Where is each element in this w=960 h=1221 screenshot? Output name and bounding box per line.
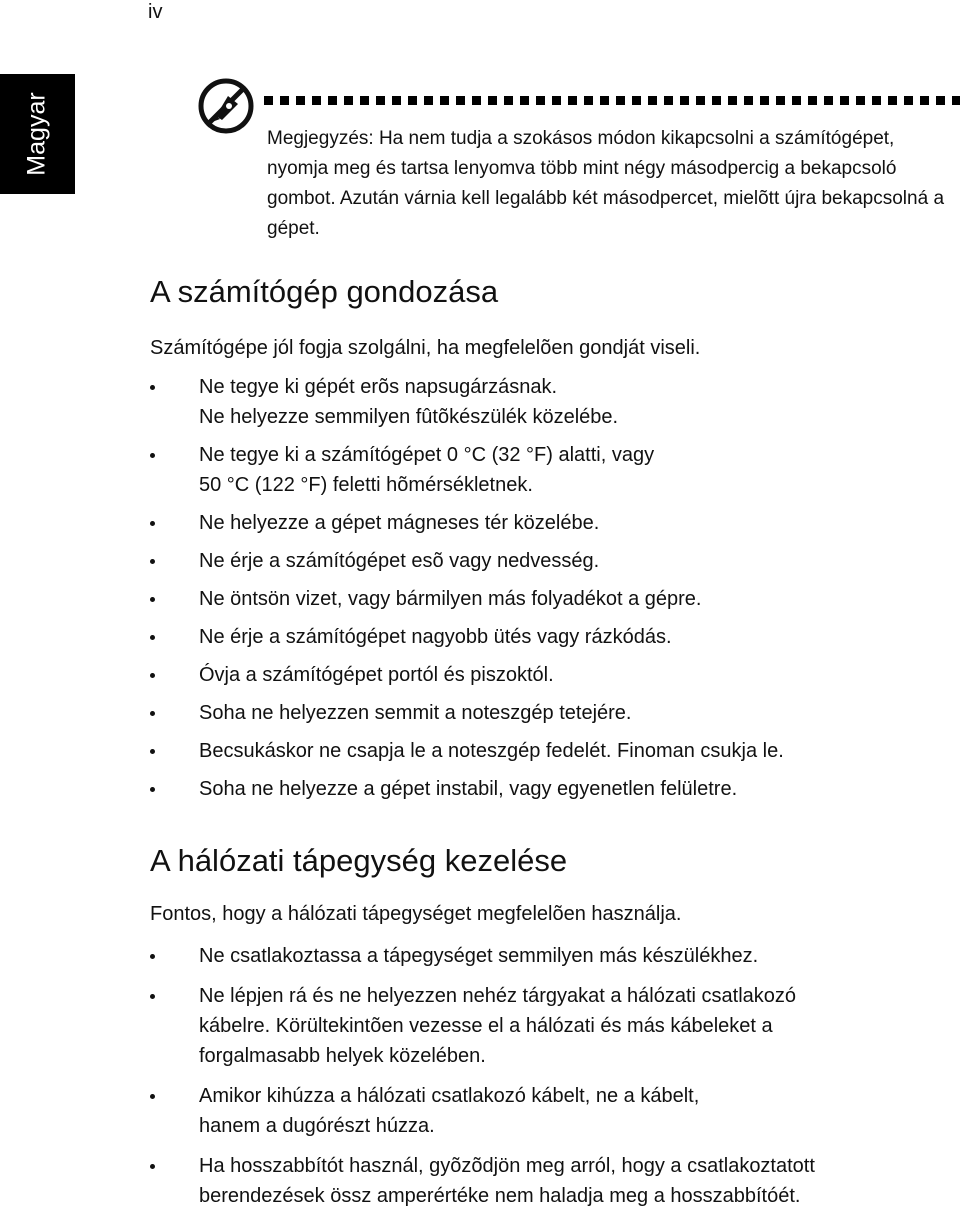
list-item-line: Soha ne helyezzen semmit a noteszgép tetejére. (199, 702, 632, 724)
note-pen-icon (198, 78, 254, 134)
bullet-dot (150, 453, 155, 458)
note-text: Megjegyzés: Ha nem tudja a szokásos módon kikapcsolni a számítógépet, nyomja meg és tartsa lenyomva több mint négy másodpercig a bekapcsoló gombot. Azután várnia kell legalább két másodpercet, mielõtt újra bekapcsolná a gépet. (267, 128, 945, 239)
ac-adapter-intro: Fontos, hogy a hálózati tápegységet megfelelõen használja. (150, 903, 682, 925)
list-item-line: 50 °C (122 °F) feletti hõmérsékletnek. (199, 474, 533, 496)
bullet-dot (150, 635, 155, 640)
list-item-line: kábelre. Körültekintõen vezesse el a hálózati és más kábeleket a (199, 1015, 773, 1037)
list-item-line: Ha hosszabbítót használ, gyõzõdjön meg arról, hogy a csatlakoztatott (199, 1155, 815, 1177)
bullet-dot (150, 521, 155, 526)
list-item (150, 584, 940, 614)
list-item (150, 1081, 940, 1141)
ac-adapter-list (150, 941, 940, 1221)
list-item-line: Ne csatlakoztassa a tápegységet semmilyen más készülékhez. (199, 945, 759, 967)
care-intro: Számítógépe jól fogja szolgálni, ha megfelelõen gondját viseli. (150, 337, 701, 359)
bullet-dot (150, 597, 155, 602)
list-item-line: forgalmasabb helyek közelében. (199, 1045, 486, 1067)
bullet-dot (150, 1164, 155, 1169)
list-item-line: Ne helyezze semmilyen fûtõkészülék közelébe. (199, 406, 619, 428)
list-item-line: Becsukáskor ne csapja le a noteszgép fedelét. Finoman csukja le. (199, 740, 784, 762)
list-item-line: Ne tegye ki a számítógépet 0 °C (32 °F) alatti, vagy (199, 444, 655, 466)
list-item-line: Ne érje a számítógépet esõ vagy nedvesség. (199, 550, 600, 572)
list-item (150, 774, 940, 804)
bullet-dot (150, 385, 155, 390)
care-section-heading: A számítógép gondozása (150, 274, 499, 309)
list-item-line: Soha ne helyezze a gépet instabil, vagy egyenetlen felületre. (199, 778, 738, 800)
list-item-line: Ne tegye ki gépét erõs napsugárzásnak. (199, 376, 557, 398)
list-item-line: berendezések össz amperértéke nem haladja meg a hosszabbítóét. (199, 1185, 801, 1207)
bullet-dot (150, 994, 155, 999)
note-divider (264, 96, 960, 105)
bullet-dot (150, 673, 155, 678)
list-item-line: Ne öntsön vizet, vagy bármilyen más folyadékot a gépre. (199, 588, 702, 610)
page-number: iv (148, 1, 163, 23)
list-item (150, 660, 940, 690)
side-tab-label: Magyar (22, 92, 51, 176)
list-item (150, 736, 940, 766)
list-item (150, 372, 940, 432)
bullet-dot (150, 954, 155, 959)
language-side-tab (0, 74, 75, 194)
list-item (150, 698, 940, 728)
list-item-line: Ne helyezze a gépet mágneses tér közelébe. (199, 512, 600, 534)
list-item (150, 941, 940, 971)
bullet-dot (150, 711, 155, 716)
bullet-dot (150, 559, 155, 564)
bullet-dot (150, 749, 155, 754)
bullet-dot (150, 1094, 155, 1099)
list-item-line: Óvja a számítógépet portól és piszoktól. (199, 664, 554, 686)
list-item (150, 622, 940, 652)
ac-adapter-section-heading: A hálózati tápegység kezelése (150, 843, 568, 878)
list-item-line: Ne lépjen rá és ne helyezzen nehéz tárgyakat a hálózati csatlakozó (199, 985, 797, 1007)
list-item (150, 440, 940, 500)
care-list (150, 372, 940, 812)
list-item (150, 1151, 940, 1211)
bullet-dot (150, 787, 155, 792)
list-item (150, 981, 940, 1071)
list-item-line: Amikor kihúzza a hálózati csatlakozó kábelt, ne a kábelt, (199, 1085, 700, 1107)
list-item (150, 508, 940, 538)
list-item-line: hanem a dugórészt húzza. (199, 1115, 435, 1137)
list-item-line: Ne érje a számítógépet nagyobb ütés vagy rázkódás. (199, 626, 672, 648)
list-item (150, 546, 940, 576)
